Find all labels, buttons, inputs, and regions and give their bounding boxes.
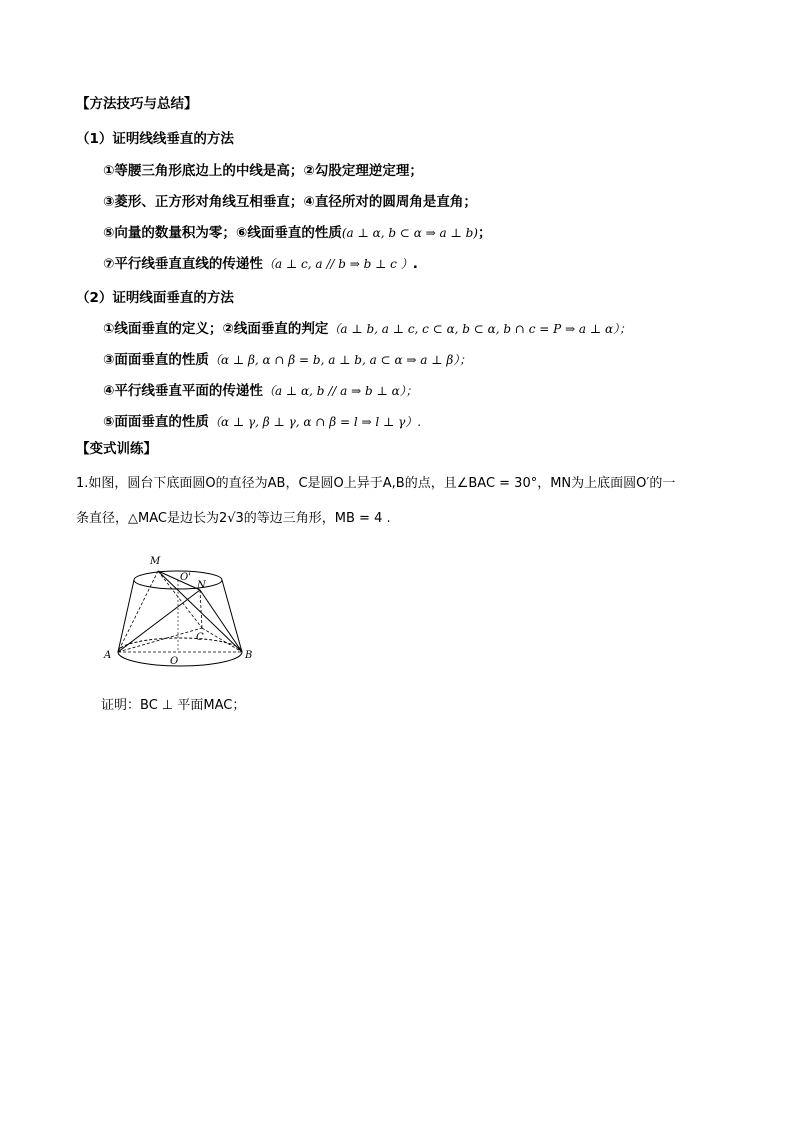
label-C: C xyxy=(196,632,204,643)
method-item-text: ⑦平行线垂直直线的传递性 xyxy=(103,256,263,272)
method-item xyxy=(103,382,418,400)
frustum-diagram xyxy=(100,550,260,670)
method-item-text: ①线面垂直的定义；②线面垂直的判定 xyxy=(103,321,329,337)
label-O-prime: O' xyxy=(180,572,191,583)
proof-prompt: 证明：BC ⊥ 平面MAC； xyxy=(101,698,246,713)
label-B: B xyxy=(245,650,253,661)
problem-text-line-2: 条直径，△MAC是边长为2√3的等边三角形，MB = 4 . xyxy=(76,511,391,526)
formula: （a ⊥ b, a ⊥ c, c ⊂ α, b ⊂ α, b ∩ c = P ⇒ a ⊥ α）； xyxy=(328,322,632,336)
section-title-methods: 【方法技巧与总结】 xyxy=(76,96,198,112)
method-item-text: ⑤向量的数量积为零；⑥线面垂直的性质 xyxy=(103,225,342,241)
formula: （α ⊥ β, α ∩ β = b, a ⊥ b, a ⊂ α ⇒ a ⊥ β）； xyxy=(208,353,472,367)
problem-text-line-1: 1.如图，圆台下底面圆O的直径为AB，C是圆O上异于A,B的点，且∠BAC = 30°，MN为上底面圆O′的一 xyxy=(76,476,676,491)
method-item xyxy=(103,320,631,338)
formula: (a ⊥ α, b ⊂ α ⇒ a ⊥ b) xyxy=(341,226,478,240)
method-item-text: ⑤面面垂直的性质 xyxy=(103,414,209,430)
formula: （α ⊥ γ, β ⊥ γ, α ∩ β = l ⇒ l ⊥ γ）. xyxy=(208,415,422,429)
method-item: ③菱形、正方形对角线互相垂直；④直径所对的圆周角是直角； xyxy=(103,194,477,210)
method-item xyxy=(103,255,418,273)
punctuation: ； xyxy=(477,225,492,241)
section-title-practice: 【变式训练】 xyxy=(76,441,157,457)
method-item xyxy=(103,413,421,431)
method-item xyxy=(103,351,471,369)
method-item-text: ④平行线垂直平面的传递性 xyxy=(103,383,263,399)
label-A: A xyxy=(104,650,112,661)
formula: （a ⊥ c, a // b ⇒ b ⊥ c ） xyxy=(262,257,413,271)
method-item: ①等腰三角形底边上的中线是高；②勾股定理逆定理； xyxy=(103,163,423,179)
method-item-text: ③面面垂直的性质 xyxy=(103,352,209,368)
formula: （a ⊥ α, b // a ⇒ b ⊥ α）； xyxy=(262,384,418,398)
label-O: O xyxy=(170,656,179,667)
subsection-title-line-plane: （2）证明线面垂直的方法 xyxy=(76,290,234,306)
label-M: M xyxy=(150,556,161,567)
subsection-title-line-line: （1）证明线线垂直的方法 xyxy=(76,131,234,147)
punctuation: . xyxy=(412,256,418,272)
label-N: N xyxy=(197,580,206,591)
frustum-figure xyxy=(100,550,260,670)
method-item xyxy=(103,224,491,242)
